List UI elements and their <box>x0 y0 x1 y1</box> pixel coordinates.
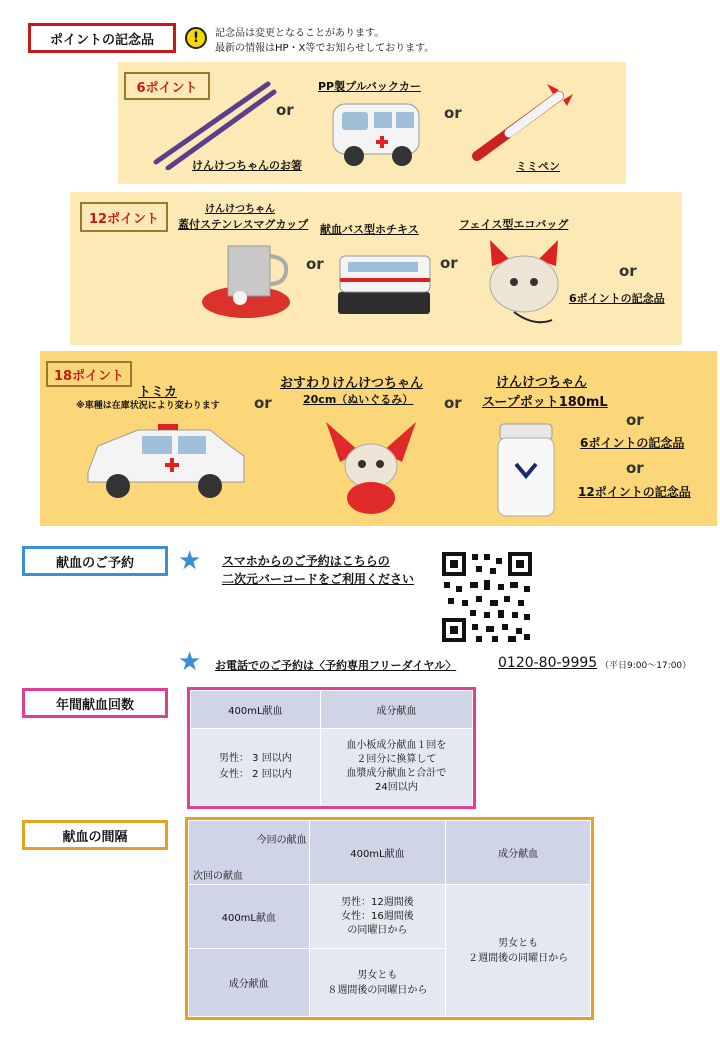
annual-cell-400-female: 女性： 2 回以内 <box>218 769 292 780</box>
mug-image <box>200 238 306 326</box>
annual-cell-component-1: 血小板成分献血１回を <box>346 740 447 751</box>
tier6-item2: PP製プルバックカー <box>318 80 421 93</box>
tier18-item1-note: ※車種は在庫状況により変わります <box>76 401 220 411</box>
tier6-label: 6ポイント <box>124 72 210 100</box>
tier18-label: 18ポイント <box>46 361 132 387</box>
ecobag-image <box>474 232 574 330</box>
annual-cell-component-3: 血漿成分献血と合計で <box>346 768 447 779</box>
interval-label: 献血の間隔 <box>22 820 168 850</box>
annual-table-frame <box>187 687 476 809</box>
mimipen-image <box>465 82 575 162</box>
interval-cell-component-col <box>446 885 591 1017</box>
reservation-line1: スマホからのご予約はこちらの <box>222 554 390 568</box>
tier18-item4: 6ポイントの記念品 <box>580 436 685 450</box>
qr-code-image[interactable] <box>440 550 534 644</box>
interval-corner <box>189 821 310 885</box>
interval-cell-8weeks: ８週間後の同曜日から <box>327 984 428 996</box>
tier12-item3: フェイス型エコバッグ <box>459 218 569 231</box>
tier12-or-1: or <box>306 255 324 273</box>
interval-header-component: 成分献血 <box>446 821 591 885</box>
tier12-item4: 6ポイントの記念品 <box>569 292 665 305</box>
interval-cell-weekday: の同曜日から <box>347 924 408 936</box>
reservation-phone-number[interactable]: 0120-80-9995 <box>498 655 598 671</box>
annual-cell-component <box>320 729 472 806</box>
tier12-or-2: or <box>440 254 458 272</box>
tier18-or-1: or <box>254 394 272 412</box>
tier12-item2: 献血バス型ホチキス <box>320 223 419 236</box>
tomica-image <box>80 416 250 508</box>
tier6-or-1: or <box>276 101 294 119</box>
pullback-car-image <box>328 94 426 174</box>
annual-cell-400-male: 男性： 3 回以内 <box>218 753 292 764</box>
tier18-item5: 12ポイントの記念品 <box>578 485 691 499</box>
reservation-phone-prefix: お電話でのご予約は〈予約専用フリーダイヤル〉 <box>215 659 457 672</box>
interval-cell-400-400 <box>309 885 446 949</box>
interval-cell-component-2: ２週間後の同曜日から <box>468 952 569 964</box>
interval-row-component: 成分献血 <box>189 949 310 1017</box>
tier12-or-3: or <box>619 262 637 280</box>
tier6-or-2: or <box>444 104 462 122</box>
header-note-1: 記念品は変更となることがあります。 <box>215 28 385 39</box>
interval-header-400: 400mL献血 <box>309 821 446 885</box>
tier6-item1: けんけつちゃんのお箸 <box>192 159 302 172</box>
header-label: ポイントの記念品 <box>28 23 176 53</box>
annual-cell-400 <box>191 729 321 806</box>
reservation-hours: （平日9:00～17:00） <box>600 661 692 671</box>
interval-cell-female: 女性：16週間後 <box>341 910 414 922</box>
plush-image <box>316 414 426 518</box>
annual-header-400: 400mL献血 <box>191 691 321 729</box>
reservation-label: 献血のご予約 <box>22 546 168 576</box>
interval-row-400: 400mL献血 <box>189 885 310 949</box>
annual-cell-component-2: ２回分に換算して <box>356 754 437 765</box>
warning-icon: ! <box>185 27 207 49</box>
tier18-or-4: or <box>626 459 644 477</box>
annual-cell-component-4: 24回以内 <box>374 782 418 793</box>
tier12-item1b: 蓋付ステンレスマグカップ <box>178 218 309 231</box>
tier6-item3: ミミペン <box>516 160 560 173</box>
interval-cell-component-1: 男女とも <box>498 937 539 949</box>
tier12-label: 12ポイント <box>80 202 168 232</box>
interval-table-frame <box>185 817 594 1020</box>
tier18-or-3: or <box>626 411 644 429</box>
tier18-item3b: スープポット180mL <box>482 395 608 410</box>
header-note-2: 最新の情報はHP・X等でお知らせしております。 <box>215 43 435 54</box>
star-icon: ★ <box>178 546 202 576</box>
stapler-image <box>332 248 436 320</box>
annual-header-component: 成分献血 <box>320 691 472 729</box>
tier18-item2a: おすわりけんけつちゃん <box>280 376 424 391</box>
interval-cell-both: 男女とも <box>357 969 398 981</box>
tier18-or-2: or <box>444 394 462 412</box>
interval-corner-top: 今回の献血 <box>256 835 307 846</box>
soup-pot-image <box>496 420 556 520</box>
interval-cell-component-400 <box>309 949 446 1017</box>
tier18-item2b: 20cm（ぬいぐるみ） <box>303 393 414 406</box>
tier12-item1a: けんけつちゃん <box>205 204 275 215</box>
tier18-item1: トミカ <box>138 385 178 400</box>
annual-label: 年間献血回数 <box>22 688 168 718</box>
tier18-item3a: けんけつちゃん <box>496 375 588 390</box>
reservation-line2: 二次元バーコードをご利用ください <box>222 572 415 586</box>
interval-cell-male: 男性：12週間後 <box>341 896 414 908</box>
interval-corner-bottom: 次回の献血 <box>193 871 243 882</box>
phone-star-icon: ★ <box>178 647 202 677</box>
